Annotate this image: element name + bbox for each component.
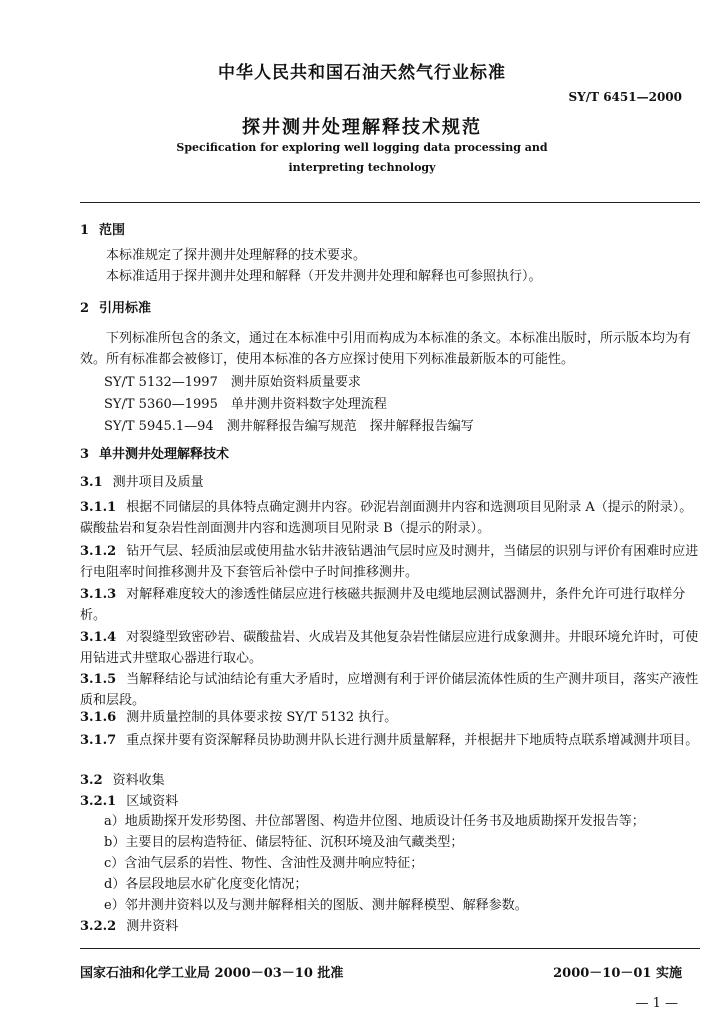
clause-number: 3.1.5 bbox=[80, 672, 117, 687]
subsection-number: 3.2.1 bbox=[80, 794, 117, 809]
clause-3-1-3 bbox=[80, 584, 700, 626]
clause-number: 3.1.2 bbox=[80, 544, 117, 559]
clause-3-1-6 bbox=[80, 709, 700, 727]
standard-code: SY/T 6451—2000 bbox=[568, 90, 682, 104]
subsection-3-1-heading bbox=[80, 474, 700, 492]
section-1-heading bbox=[80, 222, 700, 240]
paragraph: 本标准适用于探井测井处理和解释（开发井测井处理和解释也可参照执行）。 bbox=[106, 269, 542, 284]
clause-text: 重点探井要有资深解释员协助测井队长进行测井质量解释，并根据井下地质特点联系增减测井项目。 bbox=[126, 733, 699, 748]
subsection-title: 区域资料 bbox=[126, 794, 179, 809]
document-title-english-line1: Specification for exploring well logging data processing and bbox=[176, 141, 548, 154]
reference-item: SY/T 5360—1995 单井测井资料数字处理流程 bbox=[104, 397, 387, 412]
section-title: 单井测井处理解释技术 bbox=[99, 447, 230, 462]
list-item: a）地质勘探开发形势图、井位部署图、构造井位图、地质设计任务书及地质勘探开发报告等； bbox=[104, 814, 645, 829]
section-title: 引用标准 bbox=[99, 301, 152, 316]
section-number: 3 bbox=[80, 447, 90, 462]
list-item: c）含油气层系的岩性、物性、含油性及测井响应特征； bbox=[104, 856, 424, 871]
issuing-authority-title: 中华人民共和国石油天然气行业标准 bbox=[218, 63, 506, 83]
reference-item: SY/T 5132—1997 测井原始资料质量要求 bbox=[104, 375, 361, 390]
clause-number: 3.1.6 bbox=[80, 710, 117, 725]
paragraph: 下列标准所包含的条文，通过在本标准中引用而构成为本标准的条文。本标准出版时，所示版本均为有效。所有标准都会被修订，使用本标准的各方应探讨使用下列标准最新版本的可能性。 bbox=[80, 331, 692, 367]
clause-text: 当解释结论与试油结论有重大矛盾时，应增测有利于评价储层流体性质的生产测井项目，落实产液性质和层段。 bbox=[80, 672, 699, 708]
clause-3-1-5 bbox=[80, 669, 700, 711]
section-3-heading bbox=[80, 446, 700, 464]
clause-text: 钻开气层、轻质油层或使用盐水钻井液钻遇油气层时应及时测井，当储层的识别与评价有困难时应进行电阻率时间推移测井及下套管后补偿中子时间推移测井。 bbox=[80, 544, 699, 580]
list-item: d）各层段地层水矿化度变化情况； bbox=[104, 877, 308, 892]
page-number: — 1 — bbox=[635, 996, 678, 1011]
subsection-title: 资料收集 bbox=[112, 773, 165, 788]
list-item: b）主要目的层构造特征、储层特征、沉积环境及油气藏类型； bbox=[104, 835, 464, 850]
clause-3-1-1 bbox=[80, 497, 700, 539]
clause-number: 3.1.3 bbox=[80, 587, 117, 602]
clause-text: 根据不同储层的具体特点确定测井内容。砂泥岩剖面测井内容和选测项目见附录 A（提示的附录）。碳酸盐岩和复杂岩性剖面测井内容和选测项目见附录 B（提示的附录）。 bbox=[80, 500, 693, 536]
clause-text: 对裂缝型致密砂岩、碳酸盐岩、火成岩及其他复杂岩性储层应进行成象测井。井眼环境允许时，可使用钻进式井壁取心器进行取心。 bbox=[80, 630, 699, 666]
header-divider bbox=[80, 202, 700, 203]
clause-3-1-4 bbox=[80, 627, 700, 669]
clause-text: 测井质量控制的具体要求按 SY/T 5132 执行。 bbox=[126, 710, 398, 725]
section-number: 1 bbox=[80, 223, 90, 238]
clause-number: 3.1.4 bbox=[80, 630, 117, 645]
subsection-3-2-heading bbox=[80, 772, 700, 790]
footer-divider bbox=[80, 948, 700, 949]
clause-number: 3.1.7 bbox=[80, 733, 117, 748]
subsection-3-2-1-heading bbox=[80, 793, 700, 811]
implementation-date: 2000－10－01 实施 bbox=[553, 966, 682, 981]
subsection-title: 测井资料 bbox=[126, 919, 179, 934]
clause-number: 3.1.1 bbox=[80, 500, 117, 515]
clause-3-1-7 bbox=[80, 730, 700, 751]
document-title: 探井测井处理解释技术规范 bbox=[242, 117, 482, 138]
document-title-english-line2: interpreting technology bbox=[288, 161, 436, 174]
clause-text: 对解释难度较大的渗透性储层应进行核磁共振测井及电缆地层测试器测井，条件允许可进行取样分析。 bbox=[80, 587, 686, 623]
subsection-number: 3.2 bbox=[80, 773, 103, 788]
clause-3-1-2 bbox=[80, 541, 700, 583]
section-2-heading bbox=[80, 300, 700, 318]
subsection-number: 3.1 bbox=[80, 475, 103, 490]
section-title: 范围 bbox=[99, 223, 126, 238]
paragraph: 本标准规定了探井测井处理解释的技术要求。 bbox=[106, 248, 367, 263]
subsection-3-2-2-heading bbox=[80, 918, 700, 936]
subsection-title: 测井项目及质量 bbox=[112, 475, 204, 490]
reference-item: SY/T 5945.1—94 测井解释报告编写规范 探井解释报告编写 bbox=[104, 419, 474, 434]
list-item: e）邻井测井资料以及与测井解释相关的图版、测井解释模型、解释参数。 bbox=[104, 898, 528, 913]
section-number: 2 bbox=[80, 301, 90, 316]
approval-date: 国家石油和化学工业局 2000－03－10 批准 bbox=[80, 966, 344, 981]
subsection-number: 3.2.2 bbox=[80, 919, 117, 934]
